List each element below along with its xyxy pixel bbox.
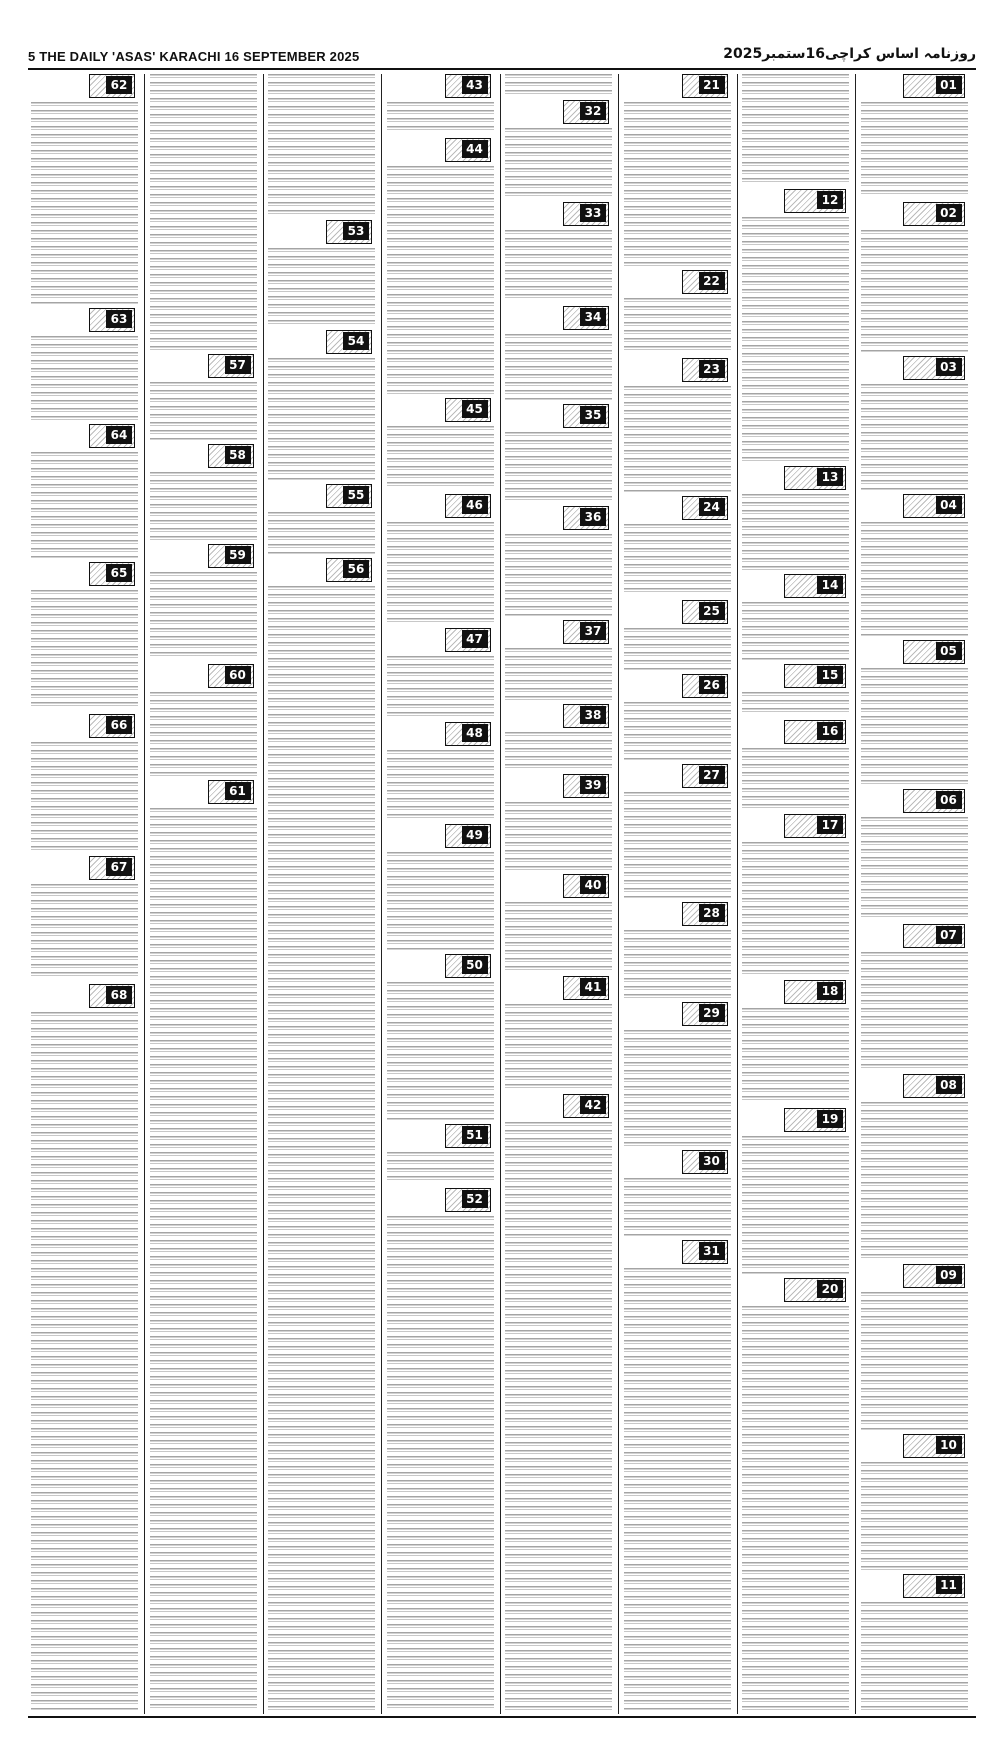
article-text	[387, 852, 494, 950]
article-number-badge	[903, 74, 965, 98]
article-text	[861, 230, 968, 352]
article-number-badge	[903, 789, 965, 813]
article-text	[624, 298, 731, 354]
article-number: 16	[817, 722, 843, 740]
article-number: 47	[462, 630, 488, 648]
article-number: 51	[462, 1126, 488, 1144]
article-text	[150, 74, 257, 350]
article-text	[861, 817, 968, 920]
news-column	[858, 74, 971, 1714]
article-text	[31, 742, 138, 852]
news-column	[621, 74, 734, 1714]
article-text	[31, 1012, 138, 1710]
article-number-badge	[903, 494, 965, 518]
article-text	[861, 384, 968, 490]
article-number: 63	[106, 310, 132, 328]
article-number-badge	[445, 722, 491, 746]
article-number: 04	[936, 496, 962, 514]
article-number: 25	[699, 602, 725, 620]
article-text	[387, 750, 494, 820]
article-text	[624, 102, 731, 266]
article-number-badge	[563, 100, 609, 124]
article-text	[505, 128, 612, 198]
article-number: 36	[580, 508, 606, 526]
column-divider	[618, 74, 619, 1714]
article-text	[861, 952, 968, 1070]
article-number: 61	[225, 782, 251, 800]
article-number-badge	[784, 1108, 846, 1132]
article-text	[268, 74, 375, 216]
article-number-badge	[903, 1434, 965, 1458]
article-number: 68	[106, 986, 132, 1004]
article-text	[387, 102, 494, 134]
article-text	[742, 1008, 849, 1104]
article-number-badge	[682, 1150, 728, 1174]
article-number-badge	[445, 494, 491, 518]
article-text	[624, 1178, 731, 1236]
column-divider	[855, 74, 856, 1714]
article-text	[150, 382, 257, 440]
news-column	[739, 74, 852, 1714]
article-text	[31, 884, 138, 980]
article-text	[150, 808, 257, 1710]
article-number-badge	[784, 664, 846, 688]
article-number-badge	[784, 466, 846, 490]
article-number: 48	[462, 724, 488, 742]
article-number: 14	[817, 576, 843, 594]
article-text	[624, 524, 731, 596]
article-grid	[28, 74, 976, 1714]
article-number-badge	[784, 189, 846, 213]
article-text	[387, 1152, 494, 1184]
article-text	[861, 1602, 968, 1710]
article-number: 43	[462, 76, 488, 94]
article-number-badge	[445, 398, 491, 422]
column-divider	[500, 74, 501, 1714]
news-column	[265, 74, 378, 1714]
article-text	[387, 522, 494, 624]
article-text	[742, 692, 849, 716]
article-text	[742, 217, 849, 462]
article-number-badge	[208, 780, 254, 804]
article-number: 38	[580, 706, 606, 724]
article-number-badge	[903, 1264, 965, 1288]
article-number-badge	[903, 924, 965, 948]
article-text	[742, 1136, 849, 1274]
article-number: 19	[817, 1110, 843, 1128]
article-text	[742, 748, 849, 810]
article-number-badge	[682, 496, 728, 520]
article-number: 40	[580, 876, 606, 894]
article-number-badge	[784, 814, 846, 838]
article-text	[742, 74, 849, 185]
article-number-badge	[326, 220, 372, 244]
article-number: 67	[106, 858, 132, 876]
article-text	[624, 386, 731, 492]
article-text	[742, 602, 849, 660]
article-text	[861, 102, 968, 198]
article-number: 05	[936, 642, 962, 660]
article-text	[505, 902, 612, 972]
article-text	[31, 336, 138, 420]
article-text	[505, 74, 612, 96]
article-number-badge	[326, 484, 372, 508]
article-number: 23	[699, 360, 725, 378]
article-number-badge	[903, 356, 965, 380]
news-column	[147, 74, 260, 1714]
article-text	[861, 1462, 968, 1570]
article-number: 18	[817, 982, 843, 1000]
article-text	[624, 628, 731, 670]
article-number: 37	[580, 622, 606, 640]
article-text	[505, 732, 612, 770]
article-number: 31	[699, 1242, 725, 1260]
news-column	[28, 74, 141, 1714]
article-number: 34	[580, 308, 606, 326]
article-number: 55	[343, 486, 369, 504]
article-number-badge	[563, 306, 609, 330]
article-text	[31, 590, 138, 710]
article-number: 13	[817, 468, 843, 486]
article-number-badge	[563, 404, 609, 428]
article-number-badge	[903, 1574, 965, 1598]
article-number-badge	[89, 562, 135, 586]
article-number: 08	[936, 1076, 962, 1094]
article-number: 20	[817, 1280, 843, 1298]
article-text	[387, 656, 494, 718]
article-number: 30	[699, 1152, 725, 1170]
article-number-badge	[445, 628, 491, 652]
article-number: 06	[936, 791, 962, 809]
article-text	[31, 102, 138, 304]
article-text	[505, 334, 612, 400]
article-number-badge	[682, 902, 728, 926]
article-number: 57	[225, 356, 251, 374]
article-number-badge	[208, 354, 254, 378]
article-text	[742, 1306, 849, 1710]
article-number-badge	[89, 714, 135, 738]
article-text	[150, 572, 257, 660]
article-text	[742, 494, 849, 570]
article-number: 44	[462, 140, 488, 158]
article-number: 10	[936, 1436, 962, 1454]
article-number: 27	[699, 766, 725, 784]
article-number: 45	[462, 400, 488, 418]
article-number-badge	[563, 874, 609, 898]
article-number-badge	[784, 574, 846, 598]
article-text	[861, 1292, 968, 1430]
article-number: 39	[580, 776, 606, 794]
article-number-badge	[89, 308, 135, 332]
article-text	[387, 982, 494, 1120]
article-number-badge	[89, 856, 135, 880]
article-number: 33	[580, 204, 606, 222]
article-number-badge	[563, 976, 609, 1000]
article-number-badge	[682, 764, 728, 788]
article-number: 66	[106, 716, 132, 734]
article-number: 65	[106, 564, 132, 582]
article-number-badge	[208, 664, 254, 688]
article-number: 56	[343, 560, 369, 578]
article-number: 28	[699, 904, 725, 922]
article-number: 26	[699, 676, 725, 694]
article-number: 03	[936, 358, 962, 376]
article-text	[268, 248, 375, 326]
article-text	[861, 522, 968, 636]
article-text	[505, 1122, 612, 1710]
article-number: 42	[580, 1096, 606, 1114]
article-number: 21	[699, 76, 725, 94]
article-text	[387, 426, 494, 490]
article-text	[268, 586, 375, 1710]
masthead-urdu: روزنامہ اساس کراچی16ستمبر2025	[723, 46, 976, 62]
article-number: 11	[936, 1576, 962, 1594]
article-text	[624, 930, 731, 998]
article-number: 46	[462, 496, 488, 514]
article-number-badge	[903, 1074, 965, 1098]
article-number: 52	[462, 1190, 488, 1208]
article-number: 60	[225, 666, 251, 684]
article-text	[150, 472, 257, 540]
article-number: 41	[580, 978, 606, 996]
article-text	[387, 166, 494, 394]
article-number-badge	[563, 704, 609, 728]
article-number-badge	[563, 620, 609, 644]
article-number-badge	[208, 544, 254, 568]
article-number: 29	[699, 1004, 725, 1022]
article-number-badge	[682, 270, 728, 294]
masthead-english: 5 THE DAILY 'ASAS' KARACHI 16 SEPTEMBER 2025	[28, 49, 360, 64]
bottom-rule	[28, 1716, 976, 1718]
article-text	[268, 512, 375, 554]
article-number-badge	[563, 774, 609, 798]
article-number: 07	[936, 926, 962, 944]
article-number: 17	[817, 816, 843, 834]
article-number-badge	[903, 202, 965, 226]
article-number: 24	[699, 498, 725, 516]
article-text	[505, 432, 612, 502]
article-number-badge	[682, 358, 728, 382]
article-number: 22	[699, 272, 725, 290]
article-number-badge	[89, 74, 135, 98]
article-number-badge	[784, 980, 846, 1004]
article-number: 50	[462, 956, 488, 974]
article-number-badge	[784, 720, 846, 744]
article-number-badge	[445, 1188, 491, 1212]
article-text	[624, 792, 731, 898]
article-number: 54	[343, 332, 369, 350]
article-number-badge	[682, 1002, 728, 1026]
article-text	[505, 230, 612, 302]
article-number-badge	[89, 984, 135, 1008]
article-number-badge	[445, 1124, 491, 1148]
column-divider	[381, 74, 382, 1714]
article-number: 32	[580, 102, 606, 120]
article-number-badge	[784, 1278, 846, 1302]
column-divider	[144, 74, 145, 1714]
article-number-badge	[682, 600, 728, 624]
article-number: 09	[936, 1266, 962, 1284]
article-number-badge	[682, 674, 728, 698]
article-number-badge	[563, 506, 609, 530]
article-number: 49	[462, 826, 488, 844]
column-divider	[263, 74, 264, 1714]
article-number: 59	[225, 546, 251, 564]
article-text	[268, 358, 375, 480]
article-number-badge	[563, 202, 609, 226]
article-text	[505, 802, 612, 870]
article-text	[624, 702, 731, 760]
article-number: 12	[817, 191, 843, 209]
article-text	[861, 668, 968, 785]
article-number-badge	[445, 138, 491, 162]
article-number-badge	[563, 1094, 609, 1118]
article-text	[150, 692, 257, 776]
article-text	[505, 648, 612, 700]
article-number: 15	[817, 666, 843, 684]
article-number-badge	[326, 330, 372, 354]
article-number: 35	[580, 406, 606, 424]
article-number-badge	[445, 954, 491, 978]
column-divider	[737, 74, 738, 1714]
news-column	[384, 74, 497, 1714]
article-text	[505, 1004, 612, 1090]
article-number-badge	[89, 424, 135, 448]
article-number-badge	[682, 1240, 728, 1264]
article-number: 53	[343, 222, 369, 240]
article-text	[31, 452, 138, 558]
article-text	[624, 1268, 731, 1710]
article-number-badge	[445, 74, 491, 98]
article-number-badge	[445, 824, 491, 848]
article-text	[387, 1216, 494, 1710]
article-text	[624, 1030, 731, 1146]
article-number: 01	[936, 76, 962, 94]
article-number-badge	[682, 74, 728, 98]
article-number: 58	[225, 446, 251, 464]
article-text	[505, 534, 612, 616]
article-number: 02	[936, 204, 962, 222]
news-column	[502, 74, 615, 1714]
article-number: 64	[106, 426, 132, 444]
masthead	[28, 46, 976, 70]
article-number-badge	[903, 640, 965, 664]
article-number-badge	[208, 444, 254, 468]
article-number-badge	[326, 558, 372, 582]
article-number: 62	[106, 76, 132, 94]
article-text	[861, 1102, 968, 1260]
article-text	[742, 842, 849, 976]
